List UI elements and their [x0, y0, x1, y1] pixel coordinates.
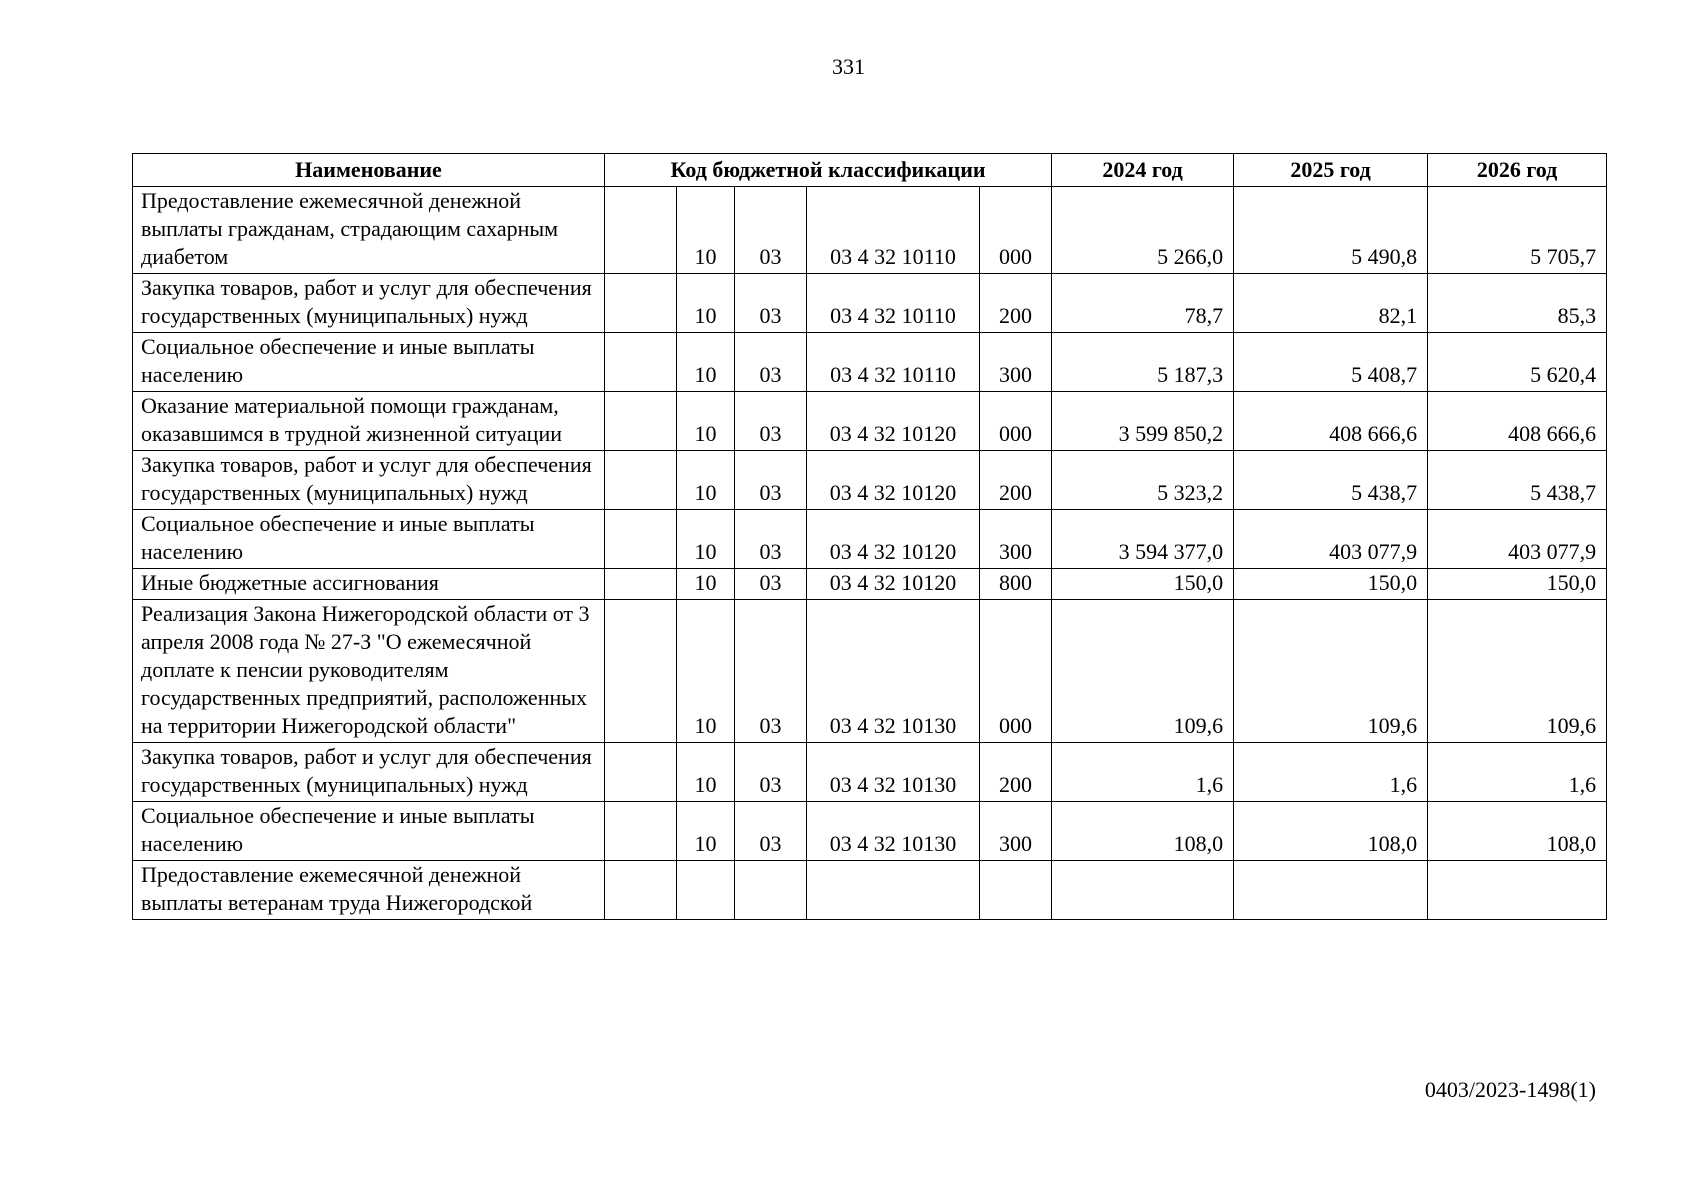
cell-section: 10	[677, 510, 735, 569]
cell-2024: 3 599 850,2	[1052, 392, 1234, 451]
document-reference: 0403/2023-1498(1)	[1424, 1077, 1596, 1102]
cell-2026: 85,3	[1428, 274, 1607, 333]
cell-2025: 82,1	[1234, 274, 1428, 333]
cell-expense-type: 300	[980, 510, 1052, 569]
cell-target-article: 03 4 32 10120	[807, 451, 980, 510]
cell-subsection: 03	[735, 187, 807, 274]
cell-2026: 5 438,7	[1428, 451, 1607, 510]
cell-name: Закупка товаров, работ и услуг для обеспечения государственных (муниципальных) нужд	[133, 274, 605, 333]
cell-target-article: 03 4 32 10130	[807, 600, 980, 743]
cell-2025: 109,6	[1234, 600, 1428, 743]
table-row	[133, 569, 1607, 600]
cell-subsection: 03	[735, 600, 807, 743]
cell-name: Иные бюджетные ассигнования	[133, 569, 605, 600]
cell-target-article: 03 4 32 10120	[807, 392, 980, 451]
cell-2025: 5 408,7	[1234, 333, 1428, 392]
cell-name: Оказание материальной помощи гражданам, оказавшимся в трудной жизненной ситуации	[133, 392, 605, 451]
cell-target-article: 03 4 32 10110	[807, 333, 980, 392]
table-row	[133, 274, 1607, 333]
cell-expense-type	[980, 861, 1052, 920]
cell-target-article: 03 4 32 10130	[807, 802, 980, 861]
cell-section-blank	[605, 600, 677, 743]
cell-section: 10	[677, 600, 735, 743]
cell-target-article: 03 4 32 10120	[807, 510, 980, 569]
table-body	[133, 187, 1607, 920]
cell-subsection: 03	[735, 333, 807, 392]
header-name: Наименование	[133, 154, 605, 187]
cell-section-blank	[605, 743, 677, 802]
cell-section-blank	[605, 861, 677, 920]
cell-name: Социальное обеспечение и иные выплаты населению	[133, 333, 605, 392]
table-row	[133, 187, 1607, 274]
cell-target-article: 03 4 32 10110	[807, 187, 980, 274]
table-row	[133, 333, 1607, 392]
cell-2025: 408 666,6	[1234, 392, 1428, 451]
table-row	[133, 451, 1607, 510]
table-row	[133, 802, 1607, 861]
cell-subsection: 03	[735, 392, 807, 451]
cell-subsection: 03	[735, 569, 807, 600]
cell-subsection: 03	[735, 274, 807, 333]
cell-2025: 150,0	[1234, 569, 1428, 600]
cell-name: Закупка товаров, работ и услуг для обеспечения государственных (муниципальных) нужд	[133, 743, 605, 802]
cell-2026	[1428, 861, 1607, 920]
header-2026: 2026 год	[1428, 154, 1607, 187]
cell-2026: 5 705,7	[1428, 187, 1607, 274]
cell-name: Предоставление ежемесячной денежной выплаты ветеранам труда Нижегородской	[133, 861, 605, 920]
cell-section: 10	[677, 187, 735, 274]
cell-2024: 78,7	[1052, 274, 1234, 333]
cell-subsection	[735, 861, 807, 920]
table-row	[133, 861, 1607, 920]
table-row	[133, 510, 1607, 569]
cell-target-article: 03 4 32 10130	[807, 743, 980, 802]
cell-2026: 403 077,9	[1428, 510, 1607, 569]
cell-expense-type: 000	[980, 187, 1052, 274]
cell-2024: 5 266,0	[1052, 187, 1234, 274]
cell-2026: 150,0	[1428, 569, 1607, 600]
cell-section-blank	[605, 333, 677, 392]
cell-expense-type: 200	[980, 274, 1052, 333]
cell-target-article	[807, 861, 980, 920]
cell-name: Предоставление ежемесячной денежной выплаты гражданам, страдающим сахарным диабетом	[133, 187, 605, 274]
table-row	[133, 600, 1607, 743]
cell-2026: 109,6	[1428, 600, 1607, 743]
cell-name: Закупка товаров, работ и услуг для обеспечения государственных (муниципальных) нужд	[133, 451, 605, 510]
cell-section: 10	[677, 274, 735, 333]
cell-section: 10	[677, 743, 735, 802]
cell-section-blank	[605, 510, 677, 569]
cell-target-article: 03 4 32 10120	[807, 569, 980, 600]
cell-name: Социальное обеспечение и иные выплаты населению	[133, 802, 605, 861]
cell-section: 10	[677, 392, 735, 451]
cell-name: Социальное обеспечение и иные выплаты населению	[133, 510, 605, 569]
cell-target-article: 03 4 32 10110	[807, 274, 980, 333]
cell-name: Реализация Закона Нижегородской области от 3 апреля 2008 года № 27-З "О ежемесячной доплате к пенсии руководителям государственных предприятий, расположенных на территории Нижегородской области"	[133, 600, 605, 743]
cell-2024: 5 323,2	[1052, 451, 1234, 510]
cell-expense-type: 000	[980, 600, 1052, 743]
cell-subsection: 03	[735, 451, 807, 510]
cell-expense-type: 200	[980, 451, 1052, 510]
header-budget-code: Код бюджетной классификации	[605, 154, 1052, 187]
header-2025: 2025 год	[1234, 154, 1428, 187]
cell-2025: 1,6	[1234, 743, 1428, 802]
cell-section-blank	[605, 274, 677, 333]
cell-2025	[1234, 861, 1428, 920]
cell-2024: 109,6	[1052, 600, 1234, 743]
cell-2024: 150,0	[1052, 569, 1234, 600]
cell-2025: 108,0	[1234, 802, 1428, 861]
cell-section-blank	[605, 392, 677, 451]
cell-subsection: 03	[735, 802, 807, 861]
cell-section: 10	[677, 333, 735, 392]
page-number: 331	[832, 54, 865, 79]
cell-2025: 5 438,7	[1234, 451, 1428, 510]
header-2024: 2024 год	[1052, 154, 1234, 187]
cell-2024: 5 187,3	[1052, 333, 1234, 392]
cell-section-blank	[605, 802, 677, 861]
cell-2026: 108,0	[1428, 802, 1607, 861]
cell-section: 10	[677, 569, 735, 600]
budget-table	[132, 153, 1607, 920]
table-header-row	[133, 154, 1607, 187]
cell-2025: 403 077,9	[1234, 510, 1428, 569]
table-row	[133, 743, 1607, 802]
cell-subsection: 03	[735, 510, 807, 569]
cell-2024	[1052, 861, 1234, 920]
cell-expense-type: 300	[980, 333, 1052, 392]
cell-section-blank	[605, 569, 677, 600]
cell-section	[677, 861, 735, 920]
cell-2024: 3 594 377,0	[1052, 510, 1234, 569]
cell-section: 10	[677, 451, 735, 510]
cell-expense-type: 800	[980, 569, 1052, 600]
cell-section: 10	[677, 802, 735, 861]
cell-section-blank	[605, 187, 677, 274]
cell-expense-type: 300	[980, 802, 1052, 861]
cell-2026: 408 666,6	[1428, 392, 1607, 451]
cell-expense-type: 000	[980, 392, 1052, 451]
cell-2024: 1,6	[1052, 743, 1234, 802]
cell-section-blank	[605, 451, 677, 510]
table-row	[133, 392, 1607, 451]
cell-expense-type: 200	[980, 743, 1052, 802]
cell-2024: 108,0	[1052, 802, 1234, 861]
cell-2026: 5 620,4	[1428, 333, 1607, 392]
cell-2026: 1,6	[1428, 743, 1607, 802]
cell-subsection: 03	[735, 743, 807, 802]
cell-2025: 5 490,8	[1234, 187, 1428, 274]
